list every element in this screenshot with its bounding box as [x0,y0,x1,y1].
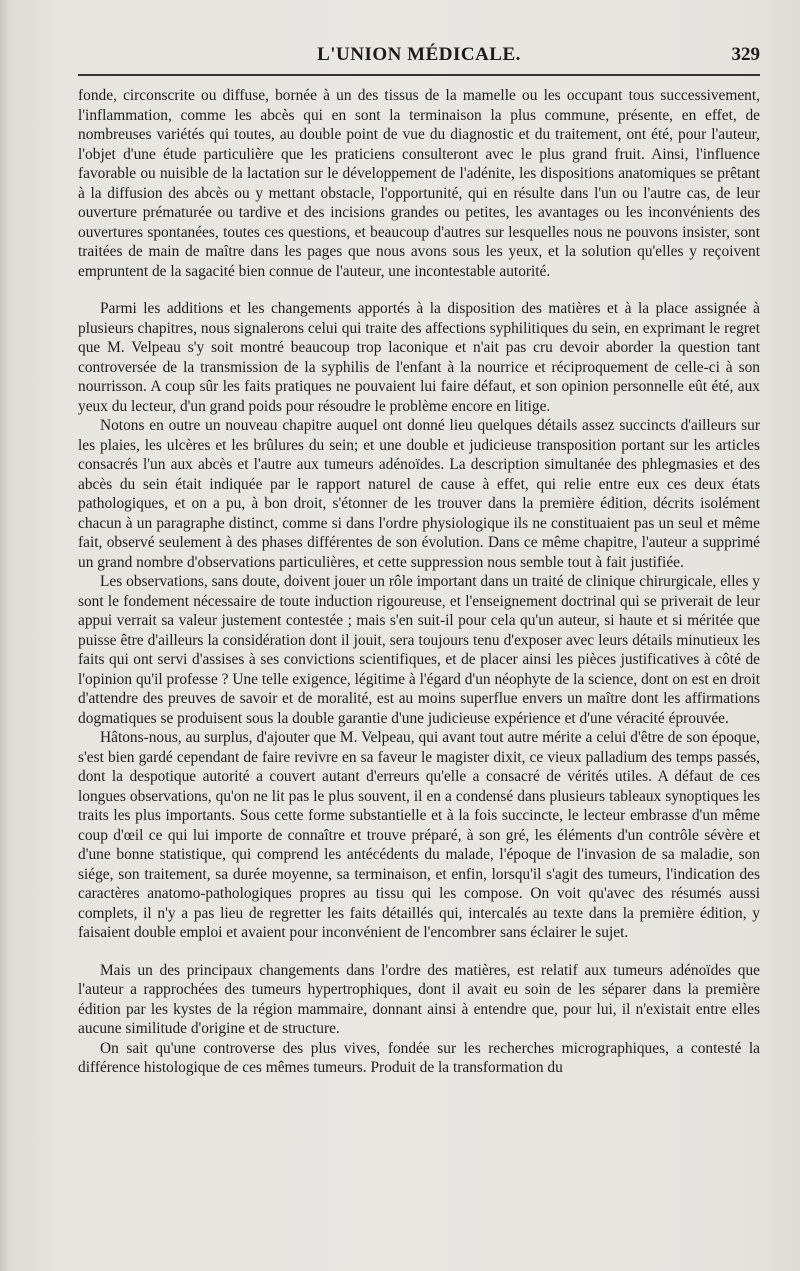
body-text [78,86,760,1078]
page-edge-shadow [0,0,10,1271]
paragraph-3: Notons en outre un nouveau chapitre auquel ont donné lieu quelques détails assez succincts d'ailleurs sur les plaies, les ulcères et les brûlures du sein; et une double et judicieuse transposition portant sur les articles consacrés l'un aux abcès et l'autre aux tumeurs adénoïdes. La description simultanée des phlegmasies et des abcès du sein était indiquée par le rapport naturel de cause à effet, qui relie entre eux ces deux états pathologiques, et on a pu, à bon droit, s'étonner de les trouver dans la première édition, décrits isolément chacun à un paragraphe distinct, comme si dans l'ordre physiologique ils ne constituaient pas un seul et même fait, observé seulement à des phases différentes de son évolution. Dans ce même chapitre, l'auteur a supprimé un grand nombre d'observations particulières, et cette suppression nous semble tout à fait justifiée. [78,417,760,571]
header-rule [78,74,760,76]
page-number: 329 [731,44,760,65]
paragraph-4: Les observations, sans doute, doivent jouer un rôle important dans un traité de clinique chirurgicale, elles y sont le fondement nécessaire de toute induction rigoureuse, et l'enseignement doctrinal qui se priverait de leur appui verrait sa valeur justement contestée ; mais s'en suit-il pour cela qu'un auteur, si haute et si méritée que puisse être d'ailleurs la considération dont il jouit, sera toujours tenu d'exposer avec leurs détails minutieux les faits qui ont servi d'assises à ses convictions scientifiques, et de placer ainsi les pièces justificatives à côté de l'opinion qu'il professe ? Une telle exigence, légitime à l'égard d'un néophyte de la science, dont on est en droit d'attendre des preuves de savoir et de moralité, est au moins superflue envers un maître dont les affirmations dogmatiques se produisent sous la double garantie d'une judicieuse expérience et d'une véracité éprouvée. [78,573,760,727]
paragraph-6: Mais un des principaux changements dans l'ordre des matières, est relatif aux tumeurs adénoïdes que l'auteur a rapprochées des tumeurs hypertrophiques, dont il avait eu soin de les séparer dans la première édition par les kystes de la région mammaire, donnant ainsi à entendre que, pour lui, il n'existait entre elles aucune similitude d'origine et de structure. [78,961,760,1037]
page-header [78,44,760,72]
paragraph-7: On sait qu'une controverse des plus vives, fondée sur les recherches micrographiques, a contesté la différence histologique de ces mêmes tumeurs. Produit de la transformation du [78,1039,760,1076]
paragraph-5: Hâtons-nous, au surplus, d'ajouter que M. Velpeau, qui avant tout autre mérite a celui d'être de son époque, s'est bien gardé cependant de faire revivre en sa faveur le magister dixit, ce vieux palladium des temps passés, dont la despotique autorité a couvert autant d'erreurs qu'elle a consacré de vérités utiles. A défaut de ces longues observations, qu'on ne lit pas le plus souvent, il en a condensé dans plusieurs tableaux synoptiques les traits les plus importants. Sous cette forme substantielle et à la fois succincte, le lecteur embrasse d'un même coup d'œil ce qui lui importe de connaître et trouve préparé, à son gré, les éléments d'un contrôle sévère et d'une bonne statistique, qui comprend les antécédents du malade, l'époque de l'invasion de sa maladie, son siége, son traitement, sa durée moyenne, sa terminaison, et enfin, lorsqu'il s'agit des tumeurs, l'indication des caractères anatomo-pathologiques propres au tissu qui les compose. On voit qu'avec des résumés aussi complets, il n'y a pas lieu de regretter les faits détaillés qui, intercalés au texte dans la première édition, y faisaient double emploi et avaient pour inconvénient de l'encombrer sans éclairer le sujet. [78,729,760,941]
paragraph-1: fonde, circonscrite ou diffuse, bornée à un des tissus de la mamelle ou les occupant tous successivement, l'inflammation, comme les abcès qui en sont la terminaison la plus commune, présente, en effet, de nombreuses variétés qui toutes, au double point de vue du diagnostic et du traitement, ont été, pour l'auteur, l'objet d'une étude particulière que les praticiens consulteront avec le plus grand fruit. Ainsi, l'influence favorable ou nuisible de la lactation sur le développement de l'adénite, les dispositions anatomiques se prêtant à la diffusion des abcès ou y mettant obstacle, l'opportunité, qui en résulte dans l'un ou l'autre cas, de leur ouverture prématurée ou tardive et des incisions grandes ou petites, les avantages ou les inconvénients des ouvertures spontanées, toutes ces questions, et beaucoup d'autres sur lesquelles nous ne pouvons insister, sont traitées de main de maître dans les pages que nous avons sous les yeux, et la solution qu'elles y reçoivent empruntent de la sagacité bien connue de l'auteur, une incontestable autorité. [78,87,760,280]
running-title: L'UNION MÉDICALE. [317,44,521,65]
paragraph-2: Parmi les additions et les changements apportés à la disposition des matières et à la place assignée à plusieurs chapitres, nous signalerons celui qui traite des affections syphilitiques du sein, en exprimant le regret que M. Velpeau s'y soit montré beaucoup trop laconique et n'ait pas cru devoir aborder la question tant controversée de la transmission de la syphilis de l'enfant à la nourrice et réciproquement de celle-ci à son nourrisson. A coup sûr les faits pratiques ne pouvaient lui faire défaut, et son opinion personnelle eût été, aux yeux du lecteur, d'un grand poids pour résoudre le problème encore en litige. [78,300,760,415]
